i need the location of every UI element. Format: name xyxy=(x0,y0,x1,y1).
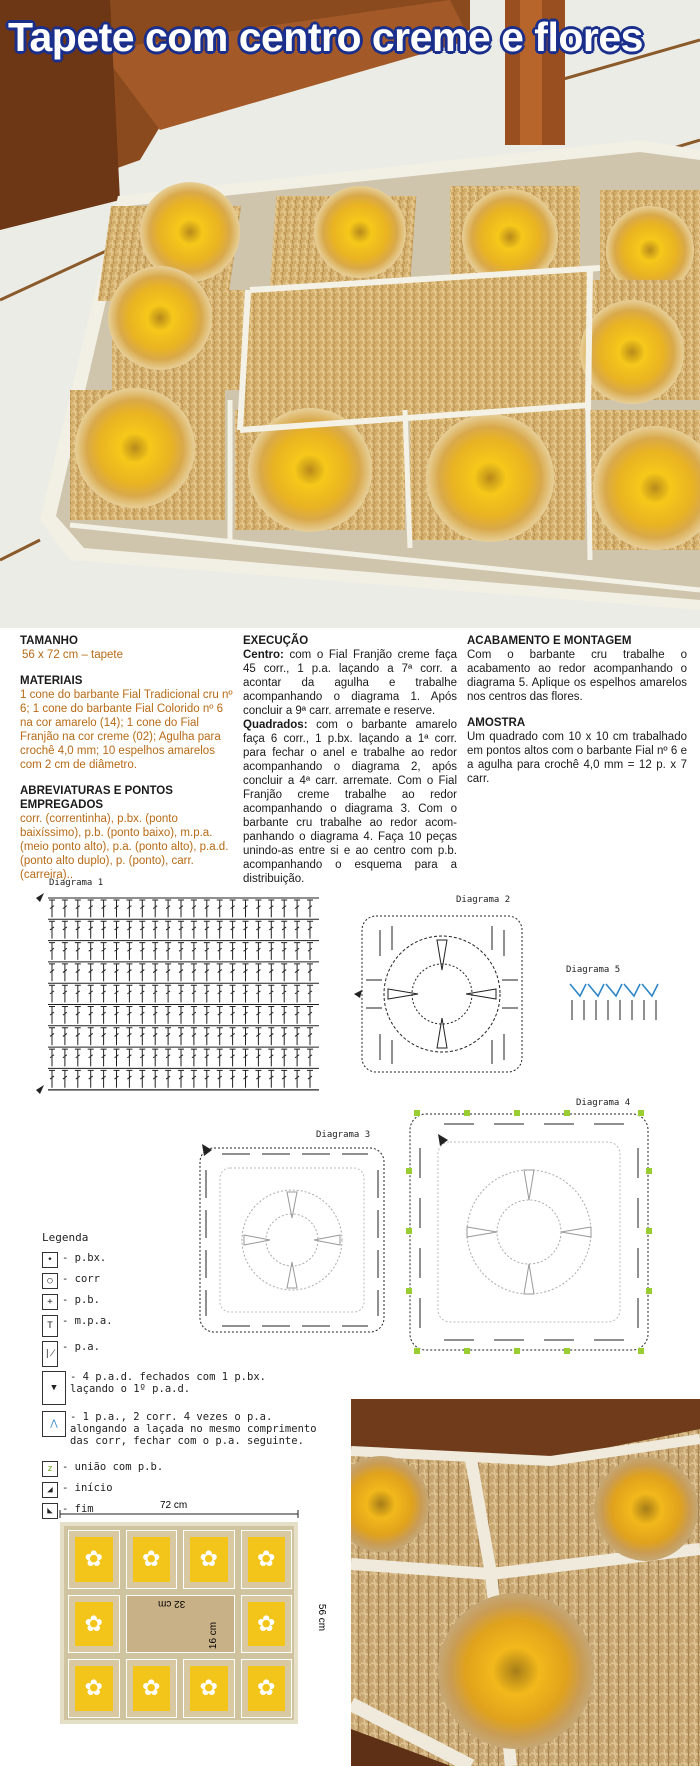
legend-item: ○ - corr xyxy=(42,1273,320,1294)
join-icon: z xyxy=(42,1461,58,1477)
legend-item: ∤ - p.a. xyxy=(42,1341,320,1371)
legend-item: ▼ - 4 p.a.d. fechados com 1 p.bx. laçando o 1º p.a.d. xyxy=(42,1371,320,1411)
scheme-square xyxy=(126,1530,178,1589)
materiais-text: 1 cone do barbante Fial Tradicional cru nº 6; 1 cone do barbante Fial Colorido nº 6 na cor amarelo (14); 1 cone do Fial Franjão na cor creme (02); Agulha para crochê 4,0 mm; 10 espelhos amarelos com 2 cm de diâmetro. xyxy=(20,689,233,771)
chain-icon: ○ xyxy=(42,1273,58,1289)
rug-detail-photo xyxy=(351,1399,700,1766)
flower-icon: ✿ xyxy=(75,1537,113,1582)
abreviaturas-heading: ABREVIATURAS E PONTOS EMPREGADOS xyxy=(20,785,173,811)
execucao-centro xyxy=(243,648,457,718)
scheme-square xyxy=(68,1595,120,1654)
legend-item: ⋀ - 1 p.a., 2 corr. 4 vezes o p.a. alongando a laçada no mesmo comprimento das corr, fechar com o p.a. seguinte. xyxy=(42,1411,320,1461)
diagram-1 xyxy=(34,890,324,1098)
half-double-icon: T xyxy=(42,1315,58,1337)
flower-icon: ✿ xyxy=(248,1666,286,1711)
execucao-heading: EXECUÇÃO xyxy=(243,635,309,647)
centro-text: com o Fial Franjão creme faça 45 corr., 1 p.a. laçando a 7ª corr. a acontar da agulha e trabalhe acompanhando o diagrama 1. Após concluir a 9ª carr. arremate e reserve. xyxy=(243,649,457,717)
flower-icon: ✿ xyxy=(133,1666,171,1711)
amostra-heading: AMOSTRA xyxy=(467,717,526,729)
end-icon: ◣ xyxy=(42,1503,58,1519)
inner-width-label: 32 cm xyxy=(158,1598,186,1609)
legend-title: Legenda xyxy=(42,1231,89,1244)
text-column-right xyxy=(467,634,687,786)
double-crochet-icon: ∤ xyxy=(42,1341,58,1367)
flower-icon: ✿ xyxy=(248,1602,286,1647)
execucao-quadrados xyxy=(243,718,457,886)
flower-icon: ✿ xyxy=(248,1537,286,1582)
quadrados-text: com o barbante amarelo faça 6 corr., 1 p.bx. laçando a 1ª corr. para fechar o anel e trabalhe ao redor acompanhando o diagrama 2, após concluir a 4ª carr. arremate. Com o Fial Franjão creme trabalhe ao redor acompanhando o diagrama 3. Com o barbante cru trabalhe ao redor acom-panhando o diagrama 4. Faça 10 peças unindo-as entre si e ao centro com p.b. acompanhando o esquema para a distribuição. xyxy=(243,719,457,885)
acabamento-text: Com o barbante cru trabalhe o acabamento ao redor acompanhando o diagrama 5. Aplique os espelhos amarelos nos centros das flores. xyxy=(467,649,687,703)
legend-item: + - p.b. xyxy=(42,1294,320,1315)
flower-icon: ✿ xyxy=(133,1537,171,1582)
scheme-square xyxy=(126,1659,178,1718)
diagram-1-title: Diagrama 1 xyxy=(49,878,104,888)
diagram-4-title: Diagrama 4 xyxy=(576,1098,631,1108)
scheme-square xyxy=(241,1530,293,1589)
scheme-square xyxy=(68,1530,120,1589)
text-column-left xyxy=(20,634,234,882)
start-icon: ◢ xyxy=(42,1482,58,1498)
flower-icon: ✿ xyxy=(75,1666,113,1711)
scheme-square xyxy=(183,1659,235,1718)
scheme-square xyxy=(183,1530,235,1589)
legend-item: ◢ - início xyxy=(42,1482,320,1503)
layout-scheme xyxy=(58,1500,303,1728)
legend-item: • - p.bx. xyxy=(42,1252,320,1273)
quadrados-label: Quadrados: xyxy=(243,719,308,731)
diagram-5-title: Diagrama 5 xyxy=(566,965,621,975)
page-title: Tapete com centro creme e flores xyxy=(8,14,643,60)
flower-icon: ✿ xyxy=(75,1602,113,1647)
diagram-4 xyxy=(404,1108,654,1356)
single-crochet-icon: + xyxy=(42,1294,58,1310)
inner-height-label: 16 cm xyxy=(208,1621,220,1650)
diagram-2 xyxy=(352,910,530,1080)
width-label: 72 cm xyxy=(160,1500,188,1511)
amostra-text: Um quadrado com 10 x 10 cm trabalhado em pontos altos com o barbante Fial nº 6 e a agulha para crochê 4,0 mm = 12 p. x 7 carr. xyxy=(467,731,687,785)
scheme-square xyxy=(241,1595,293,1654)
cluster-icon: ▼ xyxy=(42,1371,66,1405)
diagram-2-title: Diagrama 2 xyxy=(456,895,511,905)
flower-icon: ✿ xyxy=(190,1666,228,1711)
centro-label: Centro: xyxy=(243,649,284,661)
legend xyxy=(42,1231,320,1524)
scheme-square xyxy=(241,1659,293,1718)
legend-item: z - união com p.b. xyxy=(42,1461,320,1482)
materiais-heading: MATERIAIS xyxy=(20,675,83,687)
legend-item: ◣ - fim xyxy=(42,1503,320,1524)
scheme-square xyxy=(68,1659,120,1718)
abreviaturas-text: corr. (correntinha), p.bx. (ponto baixíssimo), p.b. (ponto baixo), m.p.a. (meio ponto alto), p.a. (ponto alto), p.a.d. (ponto alto duplo), p. (ponto), carr. (carreira).. xyxy=(20,813,229,881)
tamanho-text: 56 x 72 cm – tapete xyxy=(22,649,124,661)
long-stitch-icon: ⋀ xyxy=(42,1411,66,1437)
acabamento-heading: ACABAMENTO E MONTAGEM xyxy=(467,635,632,647)
rug-photo xyxy=(0,0,700,628)
text-column-middle xyxy=(243,634,457,886)
tamanho-heading: TAMANHO xyxy=(20,635,78,647)
legend-item: T - m.p.a. xyxy=(42,1315,320,1341)
flower-icon: ✿ xyxy=(190,1537,228,1582)
height-label: 56 cm xyxy=(316,1603,328,1632)
slip-stitch-icon: • xyxy=(42,1252,58,1268)
diagram-5 xyxy=(566,978,662,1024)
diagram-3-title: Diagrama 3 xyxy=(316,1130,371,1140)
